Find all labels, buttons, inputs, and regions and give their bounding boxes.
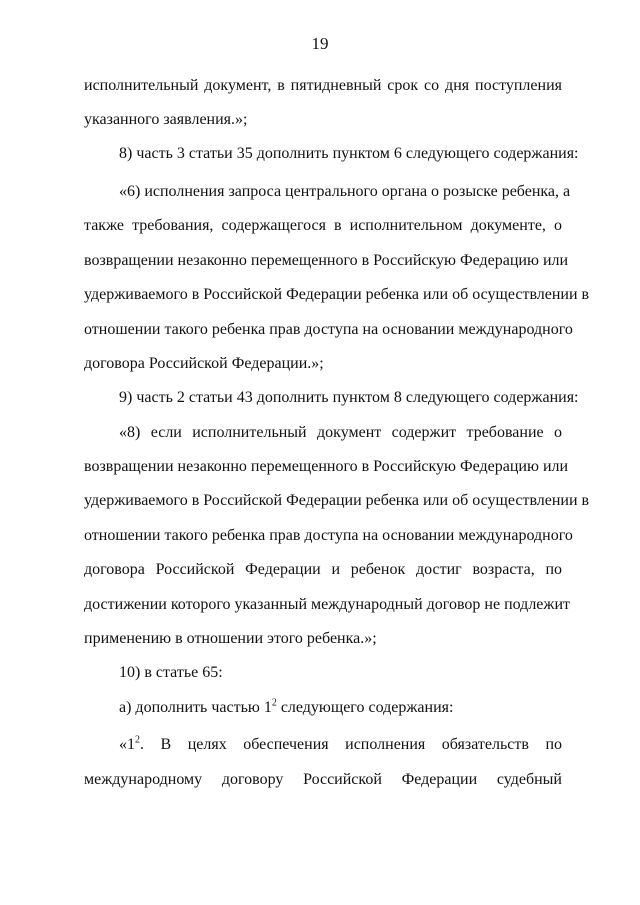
text-line: исполнительный документ, в пятидневный срок со дня поступления (84, 77, 562, 94)
superscript: 2 (271, 697, 277, 709)
text-line: международному договору Российской Федерации судебный (84, 771, 562, 788)
text-line: отношении такого ребенка прав доступа на основании международного (84, 321, 573, 338)
text-line: удерживаемого в Российской Федерации ребенка или об осуществлении в (84, 286, 590, 303)
text-line: «8) если исполнительный документ содержит требование о (119, 424, 562, 441)
text-line: отношении такого ребенка прав доступа на основании международного (84, 527, 573, 544)
text-fragment: «1 (119, 736, 135, 753)
text-line: указанного заявления.»; (84, 111, 248, 128)
text-line: возвращении незаконно перемещенного в Российскую Федерацию или (84, 458, 569, 475)
text-line: 8) часть 3 статьи 35 дополнить пунктом 6 следующего содержания: (119, 145, 579, 162)
text-line: договора Российской Федерации.»; (84, 355, 324, 372)
text-line (119, 735, 562, 755)
page-number: 19 (311, 34, 329, 53)
text-line: удерживаемого в Российской Федерации ребенка или об осуществлении в (84, 492, 590, 509)
text-line: достижении которого указанный международный договор не подлежит (84, 596, 571, 613)
text-line (119, 698, 562, 718)
text-fragment: следующего содержания: (276, 699, 454, 716)
text-line: договора Российской Федерации и ребенок достиг возраста, по (84, 561, 562, 578)
text-line: возвращении незаконно перемещенного в Российскую Федерацию или (84, 252, 569, 269)
text-line: 9) часть 2 статьи 43 дополнить пунктом 8 следующего содержания: (119, 389, 579, 406)
text-fragment: . В целях обеспечения исполнения обязательств по (140, 736, 562, 753)
text-line: «6) исполнения запроса центрального органа о розыске ребенка, а (119, 183, 571, 200)
text-line: применению в отношении этого ребенка.»; (84, 630, 377, 647)
text-line: также требования, содержащегося в исполнительном документе, о (84, 217, 562, 234)
superscript: 2 (135, 734, 140, 746)
text-line: 10) в статье 65: (119, 664, 223, 681)
text-fragment: а) дополнить частью 1 (119, 699, 272, 716)
